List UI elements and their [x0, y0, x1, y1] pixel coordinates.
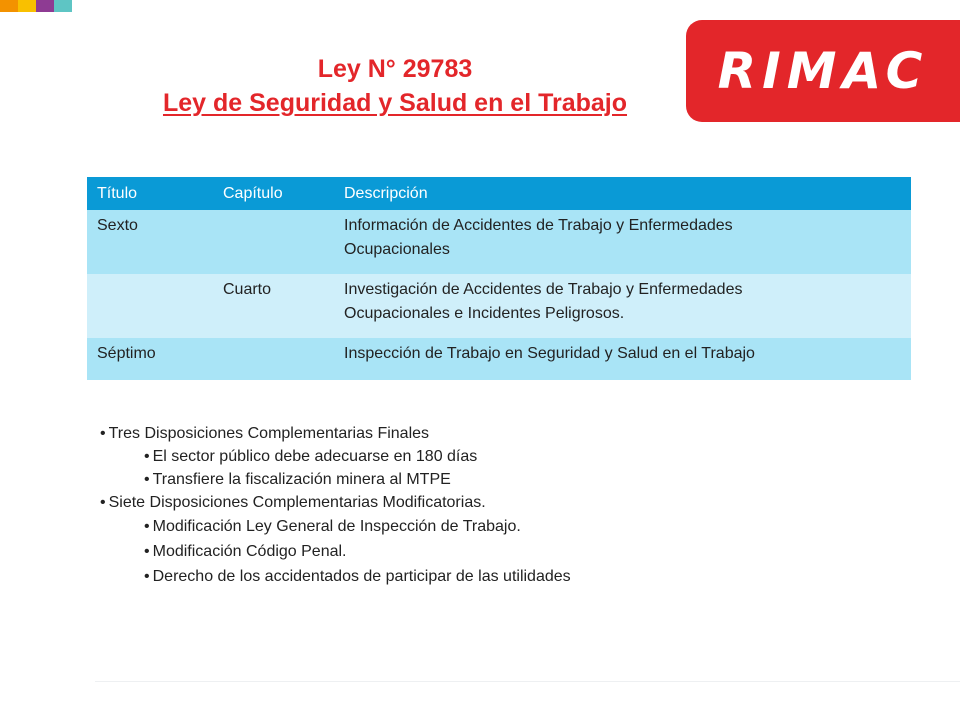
bullet-dot: •	[144, 471, 150, 488]
footer-divider	[95, 681, 960, 682]
strip-teal	[54, 0, 72, 12]
bullet-text: Tres Disposiciones Complementarias Finales	[108, 425, 430, 442]
table-row	[87, 274, 911, 338]
bullet-dot: •	[144, 543, 150, 560]
descripcion-line: Ocupacionales e Incidentes Peligrosos.	[344, 305, 625, 322]
sub-bullet-item	[100, 445, 900, 468]
color-strip	[0, 0, 72, 12]
bullet-text: El sector público debe adecuarse en 180 días	[152, 448, 478, 465]
cell-capitulo	[223, 338, 344, 380]
descripcion-line: Investigación de Accidentes de Trabajo y Enfermedades	[344, 281, 743, 298]
cell-descripcion	[344, 210, 911, 274]
cell-descripcion	[344, 338, 911, 380]
bullet-item	[100, 422, 900, 445]
sub-bullet-item	[100, 468, 900, 491]
strip-orange	[0, 0, 18, 12]
title-law-number: Ley N° 29783	[317, 55, 473, 83]
cell-descripcion	[344, 274, 911, 338]
bullet-text: Siete Disposiciones Complementarias Modificatorias.	[108, 494, 486, 511]
law-structure-table	[87, 177, 911, 380]
header-capitulo: Capítulo	[223, 184, 283, 202]
table-row	[87, 338, 911, 380]
cell-capitulo: Cuarto	[223, 281, 272, 298]
logo-text: RIMAC	[717, 42, 929, 100]
sub-bullet-item	[100, 564, 900, 589]
descripcion-line: Información de Accidentes de Trabajo y Enfermedades	[344, 217, 733, 234]
bullet-text: Modificación Código Penal.	[152, 543, 347, 560]
bullet-list	[100, 422, 900, 589]
strip-purple	[36, 0, 54, 12]
bullet-dot: •	[144, 568, 150, 585]
page-title	[95, 52, 695, 120]
bullet-text: Transfiere la fiscalización minera al MTPE	[152, 471, 451, 488]
bullet-text: Derecho de los accidentados de participar de las utilidades	[152, 568, 571, 585]
bullet-dot: •	[144, 518, 150, 535]
descripcion-line: Ocupacionales	[344, 241, 450, 258]
cell-capitulo	[223, 210, 344, 274]
header-titulo: Título	[97, 184, 138, 202]
cell-titulo: Séptimo	[97, 345, 156, 362]
bullet-item	[100, 491, 900, 514]
descripcion-line: Inspección de Trabajo en Seguridad y Salud en el Trabajo	[344, 345, 755, 362]
sub-bullet-item	[100, 514, 900, 539]
rimac-logo	[686, 20, 960, 122]
header-descripcion: Descripción	[344, 184, 428, 202]
bullet-text: Modificación Ley General de Inspección de Trabajo.	[152, 518, 521, 535]
bullet-dot: •	[100, 494, 106, 511]
cell-titulo: Sexto	[97, 217, 138, 234]
bullet-dot: •	[100, 425, 106, 442]
sub-bullet-item	[100, 539, 900, 564]
title-law-name: Ley de Seguridad y Salud en el Trabajo	[162, 89, 628, 117]
cell-titulo	[87, 274, 223, 338]
table-row	[87, 210, 911, 274]
strip-yellow	[18, 0, 36, 12]
bullet-dot: •	[144, 448, 150, 465]
table-header-row	[87, 177, 911, 210]
